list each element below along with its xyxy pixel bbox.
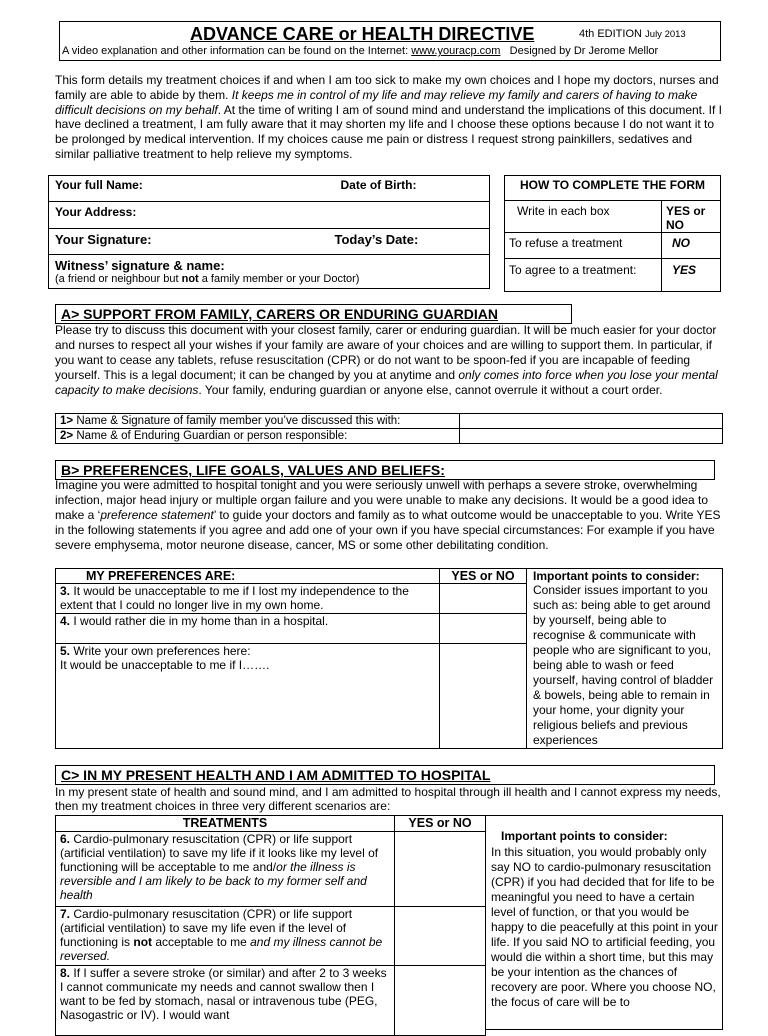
witness-note-text: (a friend or neighbour but (55, 273, 182, 285)
header-box (59, 21, 721, 61)
treatments-points-title: Important points to consider: (501, 829, 668, 843)
preference-item-3 (56, 584, 440, 614)
yes-no-label: YES or NO (662, 201, 721, 233)
treatments-header: TREATMENTS (56, 816, 395, 832)
intro-italic: It keeps me in control of my life and may relieve my family and carers of having to make difficult decisions on my behalf (55, 87, 698, 117)
edition-number: 4th EDITION (579, 28, 642, 40)
guardian-input[interactable] (460, 429, 723, 444)
intro-text-2: . At the time of writing I am of sound mind and understand the implications of this document. If I have declined a treatment, I am fully aware that it may shorten my life and I choose these options because I do not want it to be prolonged by medical intervention. If my choices cause me pain or distress I request strong painkillers, sedatives and similar palliative treatment to help relieve my symptoms. (55, 102, 723, 161)
preference-5-answer[interactable] (439, 644, 526, 749)
personal-details-table (48, 175, 490, 289)
item-text-2: acceptable to me (152, 935, 251, 949)
document-title: ADVANCE CARE or HEALTH DIRECTIVE (190, 24, 535, 44)
section-c-heading (55, 765, 715, 785)
preference-item-4 (56, 614, 440, 644)
dob-label: Date of Birth: (340, 178, 417, 192)
write-label: Write in each box (505, 201, 662, 233)
section-a-title: A> SUPPORT FROM FAMILY, CARERS OR ENDURING GUARDIAN (61, 306, 499, 322)
address-label: Your Address: (55, 205, 137, 219)
guardian-row (56, 429, 460, 444)
section-a-heading (55, 304, 572, 324)
section-c-intro: In my present state of health and sound mind, and I am admitted to hospital through ill health and I cannot express my needs, then my treatment choices in three very different scenarios are: (55, 785, 721, 813)
treatment-item-7 (56, 907, 395, 966)
item-bold: not (133, 935, 153, 949)
item-italic: and my illness cannot be reversed. (60, 935, 383, 963)
treatment-7-answer[interactable] (395, 907, 486, 966)
refuse-value: NO (662, 233, 721, 259)
agree-value: YES (662, 259, 721, 292)
witness-row[interactable] (49, 255, 490, 289)
header-subtitle (62, 44, 718, 58)
witness-note-bold: not (181, 273, 199, 285)
preference-item-5[interactable] (56, 644, 440, 749)
preferences-table (55, 568, 723, 749)
family-member-input[interactable] (460, 414, 723, 429)
section-c-title: C> IN MY PRESENT HEALTH AND I AM ADMITTED TO HOSPITAL (61, 767, 491, 783)
preference-4-answer[interactable] (439, 614, 526, 644)
section-a-italic: only comes into force when you lose your mental capacity to make decisions (55, 368, 718, 397)
row-number: 1> (60, 415, 74, 427)
preferences-header: MY PREFERENCES ARE: (56, 569, 440, 584)
treatment-8-answer[interactable] (395, 966, 486, 1036)
preference-3-answer[interactable] (439, 584, 526, 614)
intro-text: This form details my treatment choices if and when I am too sick to make my own choices and I hope my doctors, nurses and family are able to abide by them. (55, 73, 719, 102)
section-a-text: Please try to discuss this document with your closest family, carer or enduring guardian. It will be much easier for your doctor and nurses to respect all your wishes if your family are aware of your choices and are willing to support them. In particular, if you want to cease any tablets, refuse resuscitation (CPR) or do not want to be spoon-fed if you are incapable of feeding yourself. This is a legal document; it can be changed by you at anytime and (55, 323, 717, 382)
item-number: 7. (60, 907, 71, 921)
item-text-2: It would be unacceptable to me if I……. (60, 658, 270, 672)
address-row[interactable] (49, 202, 490, 229)
name-label: Your full Name: (55, 178, 143, 192)
item-number: 8. (60, 966, 71, 980)
item-text: I would rather die in my home than in a hospital. (73, 614, 329, 628)
how-to-title: HOW TO COMPLETE THE FORM (505, 176, 721, 201)
treatments-points-box (486, 815, 723, 1030)
edition-label (579, 27, 686, 42)
section-a-text-2: . Your family, enduring guardian or anyone else, cannot overrule it without a court order. (198, 383, 663, 397)
item-number: 6. (60, 832, 71, 846)
treatments-yes-no-header: YES or NO (395, 816, 486, 832)
item-number: 4. (60, 614, 71, 628)
treatment-item-8 (56, 966, 395, 1036)
row-number: 2> (60, 430, 74, 442)
item-text: Cardio-pulmonary resuscitation (CPR) or life support (artificial ventilation) to save my life even if the level of functioning is (60, 907, 353, 949)
section-b-text: Imagine you were admitted to hospital tonight and you were seriously unwell with perhaps a severe stroke, overwhelming infection, major head injury or multiple organ failure and you were unable to make any decisions. It would be a good idea to make a ‘ (55, 478, 709, 522)
section-b-text-2: ’ to guide your doctors and family as to what outcome would be unacceptable to you. Write YES in the following statements if you agree and add one of your own if you have special circumstances: For example if you have severe emphysema, motor neurone disease, cancer, MS or some other debilitating condition. (55, 508, 721, 552)
treatment-6-answer[interactable] (395, 832, 486, 907)
website-link[interactable]: www.youracp.com (411, 45, 501, 57)
edition-date: July 2013 (645, 29, 686, 40)
agree-label: To agree to a treatment: (505, 259, 662, 292)
treatment-item-6 (56, 832, 395, 907)
treatments-points-text: In this situation, you would probably only say NO to cardio-pulmonary resuscitation (CPR) if you had decided that for life to be meaningful you need to have a certain level of function, or that you would be happy to die peacefully at this point in your life. If you said NO to artificial feeding, you would die within a short time, but this may be your intention as the chances of recovery are poor. Where you choose NO, the focus of care will be to (491, 845, 718, 1009)
item-text: It would be unacceptable to me if I lost my independence to the extent that I could no longer live in my own home. (60, 584, 409, 612)
today-date-label: Today’s Date: (334, 232, 419, 247)
how-to-table (504, 175, 721, 292)
witness-label: Witness’ signature & name: (55, 258, 225, 273)
intro-paragraph (55, 73, 727, 162)
preferences-yes-no-header: YES or NO (439, 569, 526, 584)
row-label: Name & Signature of family member you’ve discussed this with: (76, 415, 401, 427)
item-italic: or the illness is reversible and I am likely to be back to my former self and health (60, 860, 367, 902)
section-b-heading (55, 460, 715, 480)
row-label: Name & of Enduring Guardian or person responsible: (76, 430, 348, 442)
preferences-points-cell (527, 569, 723, 749)
section-a-table (55, 413, 723, 444)
signature-row[interactable] (49, 229, 490, 255)
item-number: 5. (60, 644, 71, 658)
section-a-paragraph (55, 323, 723, 398)
subtitle-text: A video explanation and other information can be found on the Internet: (62, 45, 412, 57)
designer-credit: Designed by Dr Jerome Mellor (509, 45, 659, 57)
preferences-points-text: Consider issues important to you such as: being able to get around by yourself, being able to recognise & communicate with people who are significant to you, being able to wash or feed yourself, having control of bladder & bowels, being able to remain in your home, your dignity your religious beliefs and previous experiences (533, 583, 714, 747)
section-b-italic: preference statement (100, 508, 214, 522)
item-text: Cardio-pulmonary resuscitation (CPR) or life support (artificial ventilation) to save my life if it looks like my level of functioning will be acceptable to me and/ (60, 832, 379, 874)
signature-label: Your Signature: (55, 232, 152, 247)
preferences-points-title: Important points to consider: (533, 569, 700, 583)
family-member-row (56, 414, 460, 429)
section-b-title: B> PREFERENCES, LIFE GOALS, VALUES AND BELIEFS: (61, 462, 445, 478)
item-text: Write your own preferences here: (73, 644, 251, 658)
item-number: 3. (60, 584, 71, 598)
witness-note-text-2: a family member or your Doctor) (198, 273, 360, 285)
section-b-paragraph (55, 478, 723, 553)
refuse-label: To refuse a treatment (505, 233, 662, 259)
name-row[interactable] (49, 176, 490, 202)
treatments-table (55, 815, 486, 1036)
item-text: If I suffer a severe stroke (or similar) and after 2 to 3 weeks I cannot communicate my needs and cannot swallow then I want to be fed by stomach, nasal or intravenous tube (PEG, Nasogastric or IV). I would want (60, 966, 387, 1022)
witness-note (55, 273, 485, 286)
